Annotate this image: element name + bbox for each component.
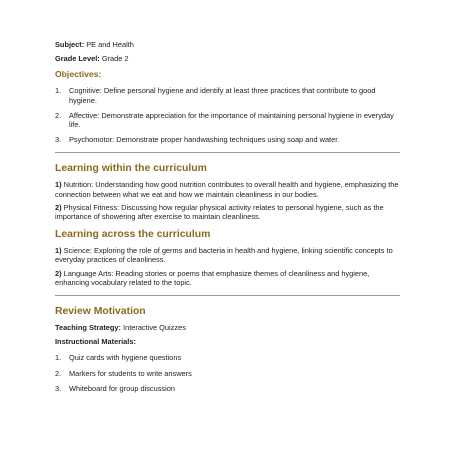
within-item (55, 180, 400, 198)
subject-value: PE and Health (84, 40, 134, 49)
objectives-list (55, 86, 400, 144)
teaching-strategy-value: Interactive Quizzes (120, 323, 186, 333)
within-item-number: 1) (55, 180, 62, 190)
grade-label: Grade Level: (55, 54, 100, 64)
teaching-strategy-line (55, 323, 400, 332)
within-item-text: Physical Fitness: Discussing how regular physical activity relates to personal hygiene, such as the importance of showering after exercise to maintain cleanliness. (55, 202, 384, 222)
teaching-strategy-label: Teaching Strategy: (55, 323, 121, 333)
objective-text: Psychomotor: Demonstrate proper handwashing techniques using soap and water. (69, 135, 340, 145)
material-text: Quiz cards with hygiene questions (69, 353, 182, 363)
within-item-number: 2) (55, 202, 62, 212)
across-curriculum-heading: Learning across the curriculum (55, 229, 211, 241)
instructional-materials-label-text: Instructional Materials: (55, 337, 136, 347)
objective-number: 3. (55, 135, 62, 145)
objective-number: 1. (55, 86, 62, 96)
across-item-number: 2) (55, 268, 62, 278)
instructional-materials-label (55, 337, 400, 346)
objective-text: Cognitive: Define personal hygiene and identify at least three practices that contribute to good hygiene. (69, 86, 376, 105)
materials-list (55, 353, 400, 393)
within-curriculum-heading: Learning within the curriculum (55, 163, 207, 175)
subject-label: Subject: (55, 40, 85, 49)
within-item (55, 203, 400, 221)
objective-item (55, 111, 400, 129)
review-motivation-heading: Review Motivation (55, 306, 146, 318)
objective-item (55, 135, 400, 144)
within-item-text: Nutrition: Understanding how good nutrition contributes to overall health and hygiene, emphasizing the connection between what we eat and how we maintain cleanliness in our bodies. (55, 180, 399, 199)
material-item (55, 353, 400, 362)
across-item-text: Language Arts: Reading stories or poems that emphasize themes of cleanliness and hygiene, enhancing vocabulary related to the topic. (55, 268, 370, 287)
across-item (55, 269, 400, 287)
material-text: Whiteboard for group discussion (69, 383, 175, 393)
material-item (55, 384, 400, 393)
lesson-plan-page (55, 40, 400, 399)
across-item (55, 246, 400, 264)
section-divider (55, 152, 400, 153)
material-number: 3. (55, 383, 62, 393)
objective-number: 2. (55, 110, 62, 120)
objective-text: Affective: Demonstrate appreciation for the importance of maintaining personal hygiene in everyday life. (69, 110, 394, 130)
across-item-text: Science: Exploring the role of germs and bacteria in health and hygiene, linking scientific concepts to everyday practices of cleanliness. (55, 246, 393, 265)
objectives-heading: Objectives: (55, 69, 102, 80)
material-number: 2. (55, 368, 62, 378)
grade-value: Grade 2 (99, 54, 129, 64)
across-item-number: 1) (55, 246, 62, 256)
grade-line (55, 54, 400, 63)
section-divider (55, 295, 400, 296)
objective-item (55, 86, 400, 104)
material-text: Markers for students to write answers (69, 368, 192, 378)
subject-line (55, 40, 400, 49)
material-number: 1. (55, 353, 62, 363)
material-item (55, 369, 400, 378)
